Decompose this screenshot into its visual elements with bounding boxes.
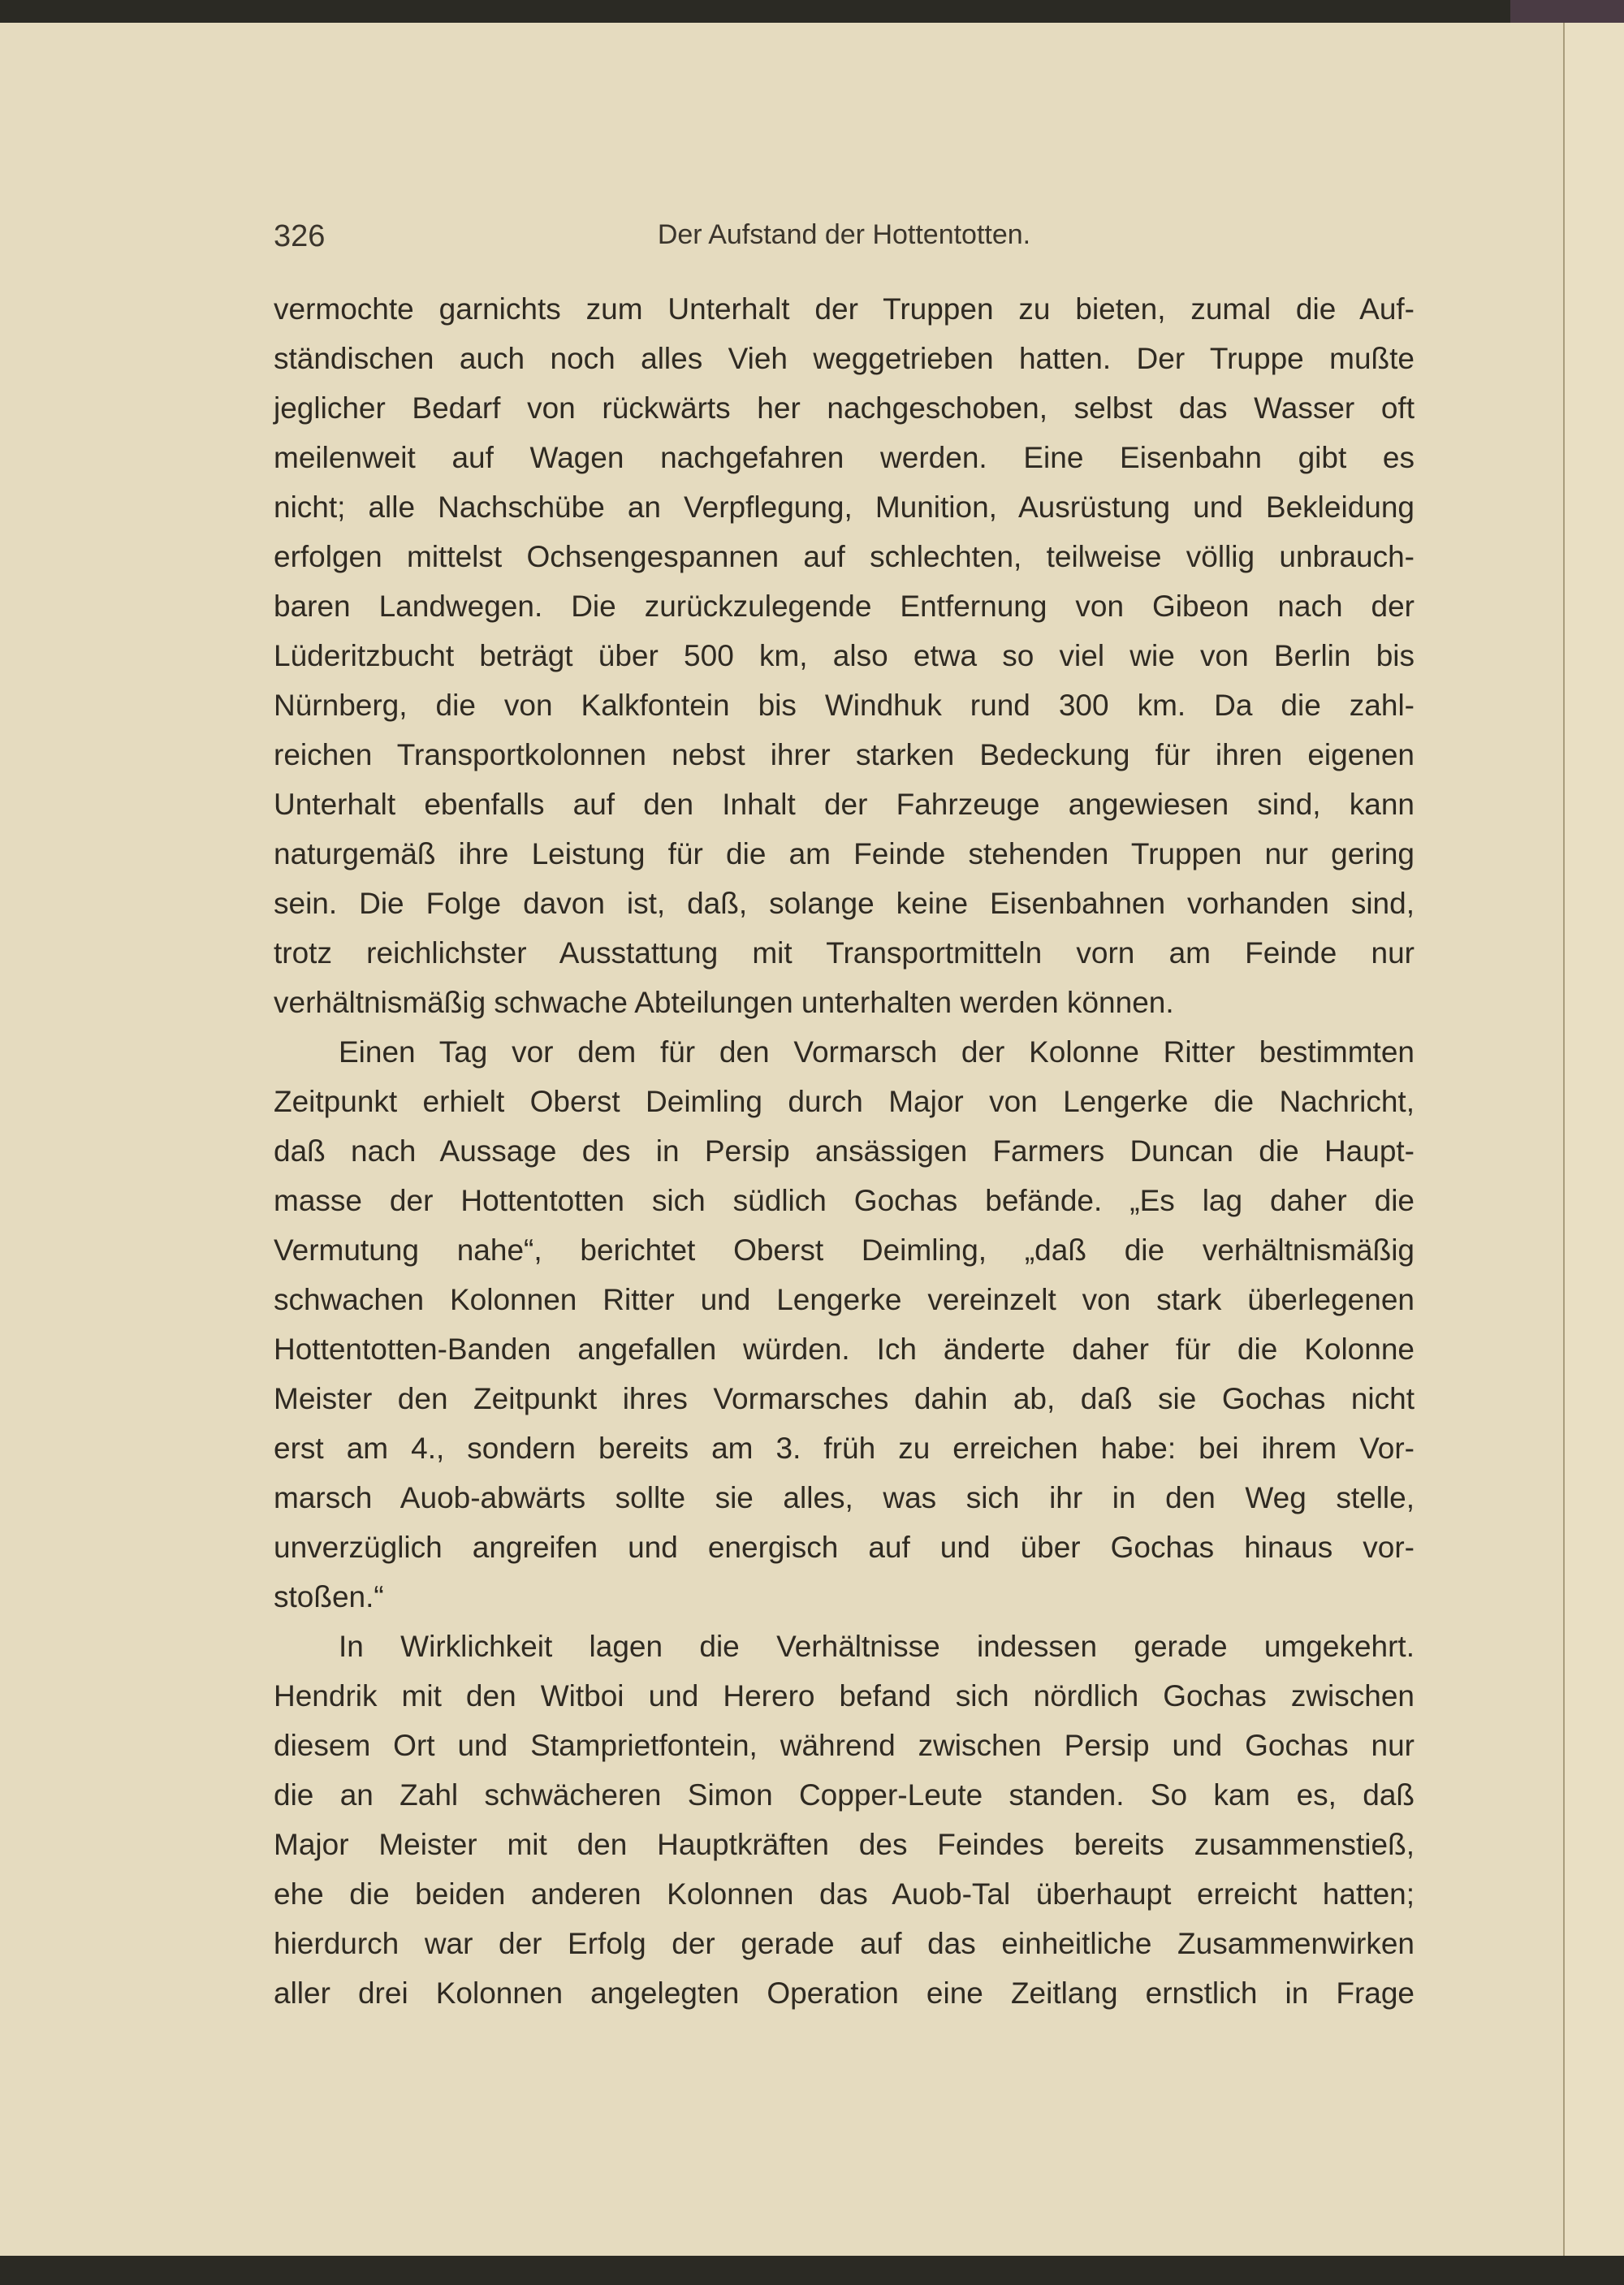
text-line: nicht; alle Nachschübe an Verpflegung, Munition, Ausrüstung und Bekleidung (274, 490, 1415, 524)
next-page-edge (1563, 23, 1624, 2256)
body-text (274, 284, 1415, 2018)
page-header (274, 219, 1415, 268)
text-line: die an Zahl schwächeren Simon Copper-Leute standen. So kam es, daß (274, 1778, 1415, 1812)
text-line: schwachen Kolonnen Ritter und Lengerke vereinzelt von stark überlegenen (274, 1283, 1415, 1316)
text-line: hierdurch war der Erfolg der gerade auf das einheitliche Zusammenwirken (274, 1927, 1415, 1960)
paragraph (274, 1027, 1415, 1622)
running-title: Der Aufstand der Hottentotten. (657, 219, 1031, 250)
text-line: daß nach Aussage des in Persip ansässigen Farmers Duncan die Haupt- (274, 1134, 1415, 1168)
text-line: Lüderitzbucht beträgt über 500 km, also etwa so viel wie von Berlin bis (274, 639, 1415, 672)
text-line: erfolgen mittelst Ochsengespannen auf schlechten, teilweise völlig unbrauch- (274, 540, 1415, 573)
text-line: Hottentotten-Banden angefallen würden. Ich änderte daher für die Kolonne (274, 1333, 1415, 1366)
text-line: ständischen auch noch alles Vieh weggetrieben hatten. Der Truppe mußte (274, 342, 1415, 375)
text-line: stoßen.“ (274, 1580, 384, 1613)
text-line: Unterhalt ebenfalls auf den Inhalt der Fahrzeuge angewiesen sind, kann (274, 788, 1415, 821)
text-line: Meister den Zeitpunkt ihres Vormarsches dahin ab, daß sie Gochas nicht (274, 1382, 1415, 1415)
text-line: Major Meister mit den Hauptkräften des Feindes bereits zusammenstieß, (274, 1828, 1415, 1861)
paragraph (274, 284, 1415, 1027)
text-line: Zeitpunkt erhielt Oberst Deimling durch Major von Lengerke die Nachricht, (274, 1085, 1415, 1118)
scan-background (1510, 0, 1624, 24)
text-line: trotz reichlichster Ausstattung mit Transportmitteln vorn am Feinde nur (274, 936, 1415, 970)
text-line: Einen Tag vor dem für den Vormarsch der Kolonne Ritter bestimmten (339, 1035, 1415, 1069)
text-line: sein. Die Folge davon ist, daß, solange keine Eisenbahnen vorhanden sind, (274, 887, 1415, 920)
text-line: meilenweit auf Wagen nachgefahren werden. Eine Eisenbahn gibt es (274, 441, 1415, 474)
paragraph (274, 1622, 1415, 2018)
text-line: aller drei Kolonnen angelegten Operation eine Zeitlang ernstlich in Frage (274, 1976, 1415, 2010)
text-line: masse der Hottentotten sich südlich Gochas befände. „Es lag daher die (274, 1184, 1415, 1217)
text-line: Nürnberg, die von Kalkfontein bis Windhuk rund 300 km. Da die zahl- (274, 689, 1415, 722)
text-line: jeglicher Bedarf von rückwärts her nachgeschoben, selbst das Wasser oft (274, 391, 1415, 425)
text-line: reichen Transportkolonnen nebst ihrer starken Bedeckung für ihren eigenen (274, 738, 1415, 771)
text-line: vermochte garnichts zum Unterhalt der Truppen zu bieten, zumal die Auf- (274, 292, 1415, 326)
text-line: baren Landwegen. Die zurückzulegende Entfernung von Gibeon nach der (274, 590, 1415, 623)
text-line: naturgemäß ihre Leistung für die am Feinde stehenden Truppen nur gering (274, 837, 1415, 870)
text-line: verhältnismäßig schwache Abteilungen unterhalten werden können. (274, 986, 1174, 1019)
text-line: Vermutung nahe“, berichtet Oberst Deimling, „daß die verhältnismäßig (274, 1233, 1415, 1267)
text-line: erst am 4., sondern bereits am 3. früh zu erreichen habe: bei ihrem Vor- (274, 1432, 1415, 1465)
text-line: unverzüglich angreifen und energisch auf und über Gochas hinaus vor- (274, 1531, 1415, 1564)
text-line: Hendrik mit den Witboi und Herero befand sich nördlich Gochas zwischen (274, 1679, 1415, 1713)
text-line: diesem Ort und Stamprietfontein, während zwischen Persip und Gochas nur (274, 1729, 1415, 1762)
page-number: 326 (274, 219, 326, 253)
text-line: In Wirklichkeit lagen die Verhältnisse indessen gerade umgekehrt. (339, 1630, 1415, 1663)
text-line: marsch Auob-abwärts sollte sie alles, was sich ihr in den Weg stelle, (274, 1481, 1415, 1514)
text-line: ehe die beiden anderen Kolonnen das Auob-Tal überhaupt erreicht hatten; (274, 1877, 1415, 1911)
